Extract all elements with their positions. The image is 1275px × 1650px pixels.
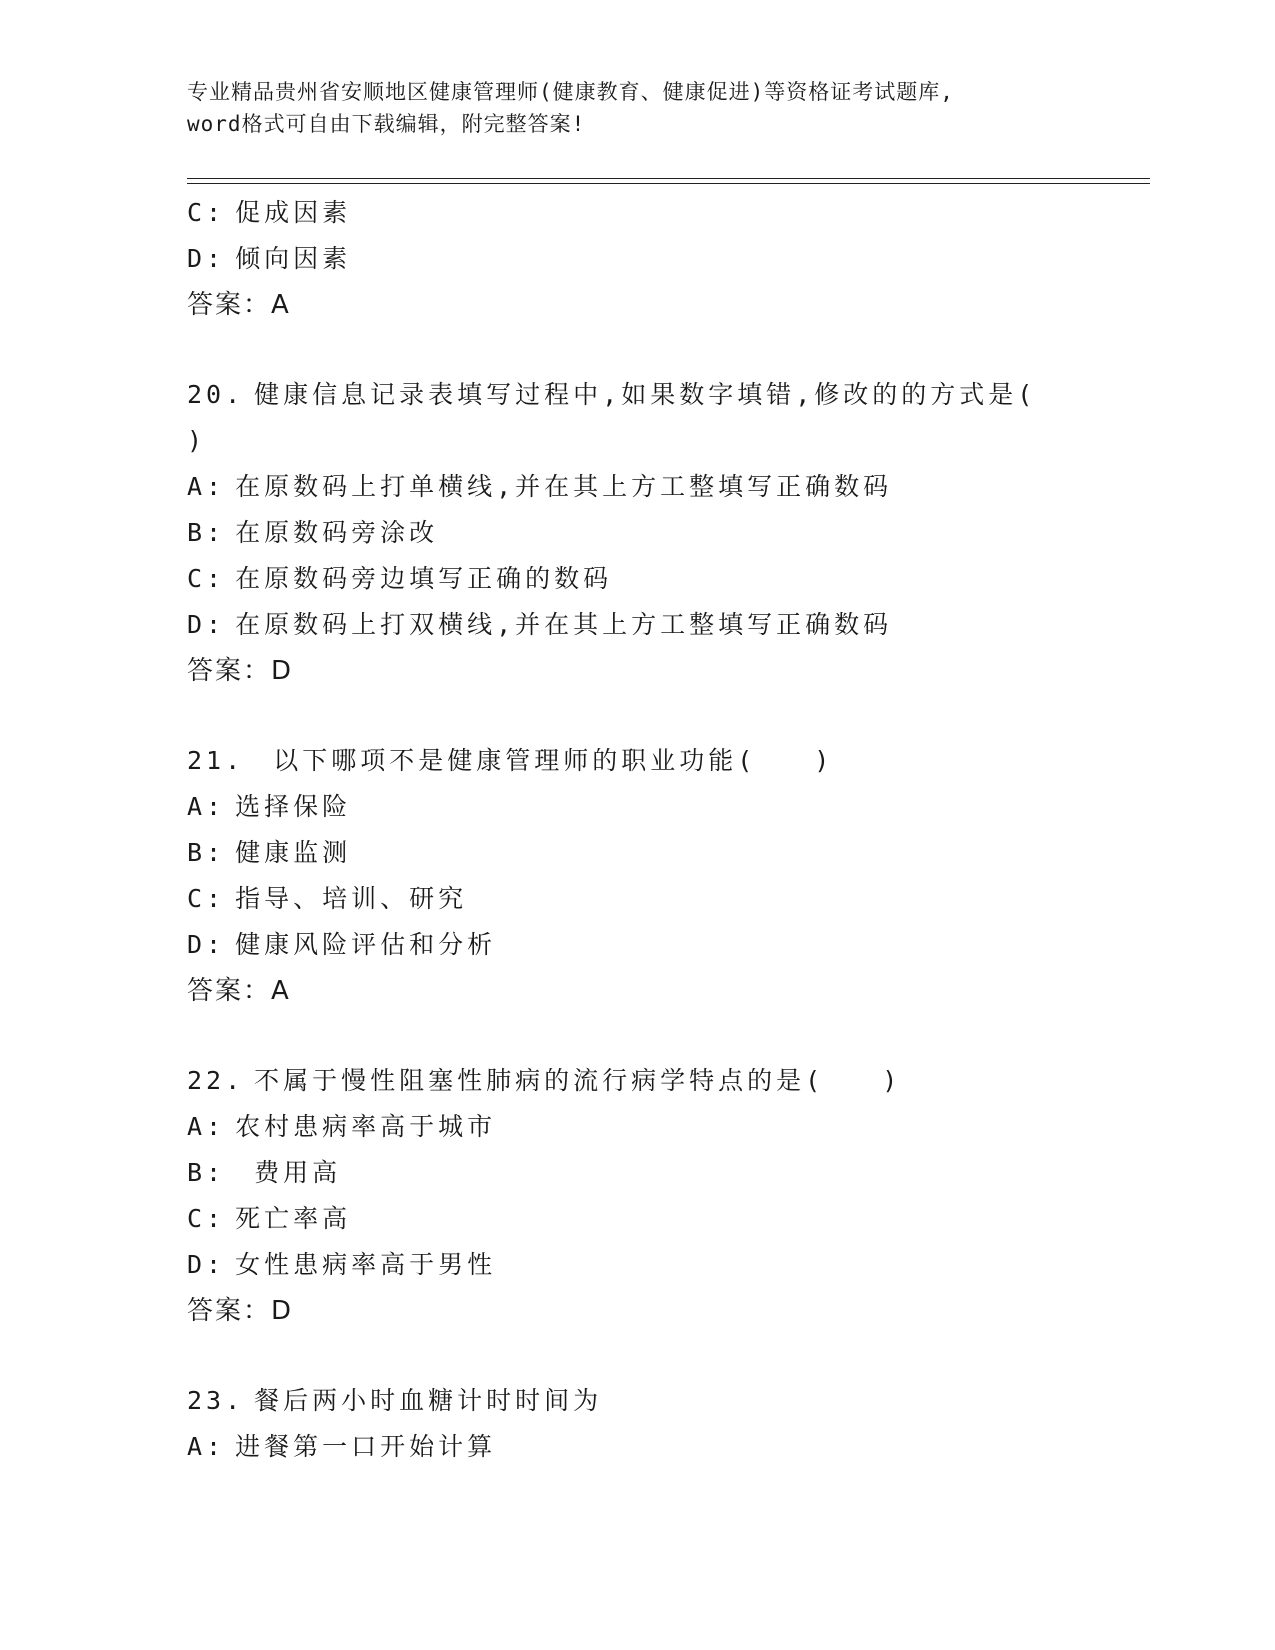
option-d: D: 女性患病率高于男性 [187,1250,497,1279]
question-block [187,372,1147,694]
option-b: B: 在原数码旁涂改 [187,518,439,547]
question-text: 20. 健康信息记录表填写过程中,如果数字填错,修改的的方式是( [187,380,1037,409]
question-number: 22. [187,1066,245,1095]
question-number: 20. [187,380,245,409]
question-list [187,190,1147,1470]
option-b: B: 健康监测 [187,838,352,867]
question-block [187,1378,1147,1470]
page-header [187,76,1087,140]
question-text: 21. 以下哪项不是健康管理师的职业功能( ) [187,746,834,775]
answer-line: 答案：A [187,290,291,320]
answer-line: 答案：D [187,1296,294,1326]
question-block [187,190,1147,328]
header-line-1: 专业精品贵州省安顺地区健康管理师(健康教育、健康促进)等资格证考试题库, [187,80,954,104]
option-a: A: 进餐第一口开始计算 [187,1432,497,1461]
option-c: C: 死亡率高 [187,1204,352,1233]
option-c: C: 在原数码旁边填写正确的数码 [187,564,613,593]
option-a: A: 选择保险 [187,792,352,821]
answer-line: 答案：D [187,656,294,686]
question-number: 23. [187,1386,245,1415]
header-divider-top [187,178,1150,179]
answer-line: 答案：A [187,976,291,1006]
option-d: D: 倾向因素 [187,244,352,273]
question-block [187,1058,1147,1334]
question-text: 22. 不属于慢性阻塞性肺病的流行病学特点的是( ) [187,1066,902,1095]
option-c: C: 促成因素 [187,198,352,227]
option-a: A: 农村患病率高于城市 [187,1112,497,1141]
header-divider-bottom [187,183,1150,184]
question-text: 23. 餐后两小时血糖计时时间为 [187,1386,603,1415]
question-text-continued: ) [187,426,207,455]
option-c: C: 指导、培训、研究 [187,884,468,913]
option-a: A: 在原数码上打单横线,并在其上方工整填写正确数码 [187,472,893,501]
question-number: 21. [187,746,245,775]
option-d: D: 健康风险评估和分析 [187,930,497,959]
option-d: D: 在原数码上打双横线,并在其上方工整填写正确数码 [187,610,893,639]
option-b: B: 费用高 [187,1158,342,1187]
question-block [187,738,1147,1014]
header-line-2: word格式可自由下载编辑，附完整答案! [187,112,586,136]
